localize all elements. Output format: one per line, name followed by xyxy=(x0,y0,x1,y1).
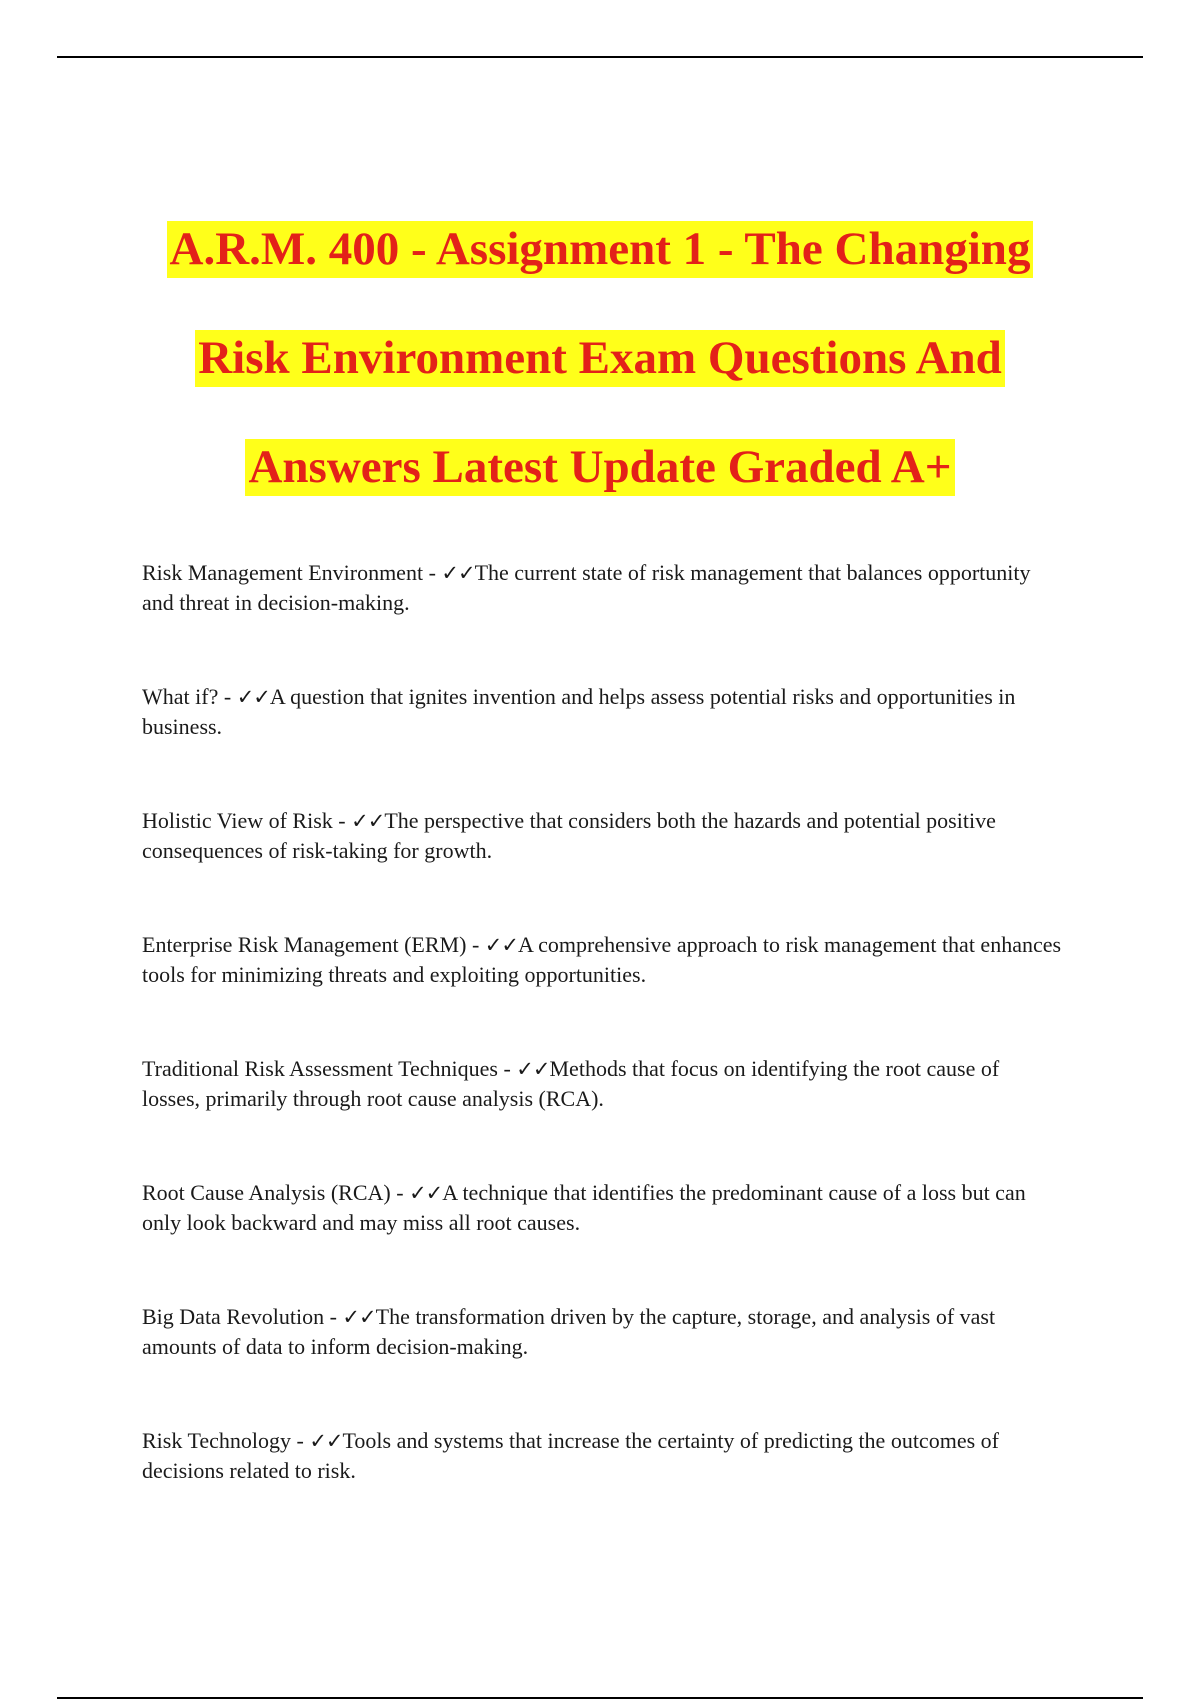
title-line-text: A.R.M. 400 - Assignment 1 - The Changing xyxy=(167,221,1034,278)
qa-definition: The current state of risk management that balances opportunity and threat in decision-making. xyxy=(142,560,1031,615)
check-mark-icon: ✓✓ xyxy=(409,1181,443,1205)
check-mark-icon: ✓✓ xyxy=(516,1057,550,1081)
document-title xyxy=(100,205,1100,532)
qa-separator: - xyxy=(291,1428,310,1453)
qa-separator: - xyxy=(324,1304,343,1329)
qa-item xyxy=(142,682,1062,806)
qa-definition: A question that ignites invention and helps assess potential risks and opportunities in business. xyxy=(142,684,1016,739)
qa-item xyxy=(142,1302,1062,1426)
qa-term: Root Cause Analysis (RCA) xyxy=(142,1180,391,1205)
check-mark-icon: ✓✓ xyxy=(342,1305,376,1329)
qa-item xyxy=(142,1178,1062,1302)
qa-item xyxy=(142,1054,1062,1178)
qa-item xyxy=(142,806,1062,930)
qa-term: Traditional Risk Assessment Techniques xyxy=(142,1056,498,1081)
qa-term: Risk Technology xyxy=(142,1428,291,1453)
qa-term: Holistic View of Risk xyxy=(142,808,333,833)
qa-term: Enterprise Risk Management (ERM) xyxy=(142,932,467,957)
qa-definition: The transformation driven by the capture, storage, and analysis of vast amounts of data to inform decision-making. xyxy=(142,1304,996,1359)
qa-separator: - xyxy=(466,932,485,957)
qa-term: Risk Management Environment xyxy=(142,560,424,585)
qa-item xyxy=(142,558,1062,682)
qa-term: What if? xyxy=(142,684,219,709)
title-line xyxy=(100,423,1100,532)
qa-definition: Tools and systems that increase the certainty of predicting the outcomes of decisions related to risk. xyxy=(142,1428,999,1483)
qa-definition: A technique that identifies the predominant cause of a loss but can only look backward and may miss all root causes. xyxy=(142,1180,1026,1235)
title-line xyxy=(100,314,1100,423)
check-mark-icon: ✓✓ xyxy=(351,809,385,833)
qa-separator: - xyxy=(218,684,237,709)
title-line-text: Risk Environment Exam Questions And xyxy=(195,330,1005,387)
qa-term: Big Data Revolution xyxy=(142,1304,325,1329)
qa-definition: Methods that focus on identifying the root cause of losses, primarily through root cause analysis (RCA). xyxy=(142,1056,1000,1111)
check-mark-icon: ✓✓ xyxy=(441,561,475,585)
qa-definition: The perspective that considers both the hazards and potential positive consequences of risk-taking for growth. xyxy=(142,808,996,863)
qa-list xyxy=(142,558,1062,1550)
top-rule xyxy=(57,56,1143,58)
qa-separator: - xyxy=(423,560,442,585)
check-mark-icon: ✓✓ xyxy=(309,1429,343,1453)
bottom-rule xyxy=(57,1697,1143,1699)
title-line-text: Answers Latest Update Graded A+ xyxy=(245,439,954,496)
check-mark-icon: ✓✓ xyxy=(484,933,518,957)
check-mark-icon: ✓✓ xyxy=(236,685,270,709)
qa-item xyxy=(142,1426,1062,1550)
qa-separator: - xyxy=(497,1056,517,1081)
title-line xyxy=(100,205,1100,314)
qa-definition: A comprehensive approach to risk management that enhances tools for minimizing threats and exploiting opportunities. xyxy=(142,932,1062,987)
qa-item xyxy=(142,930,1062,1054)
qa-separator: - xyxy=(332,808,352,833)
qa-separator: - xyxy=(390,1180,410,1205)
